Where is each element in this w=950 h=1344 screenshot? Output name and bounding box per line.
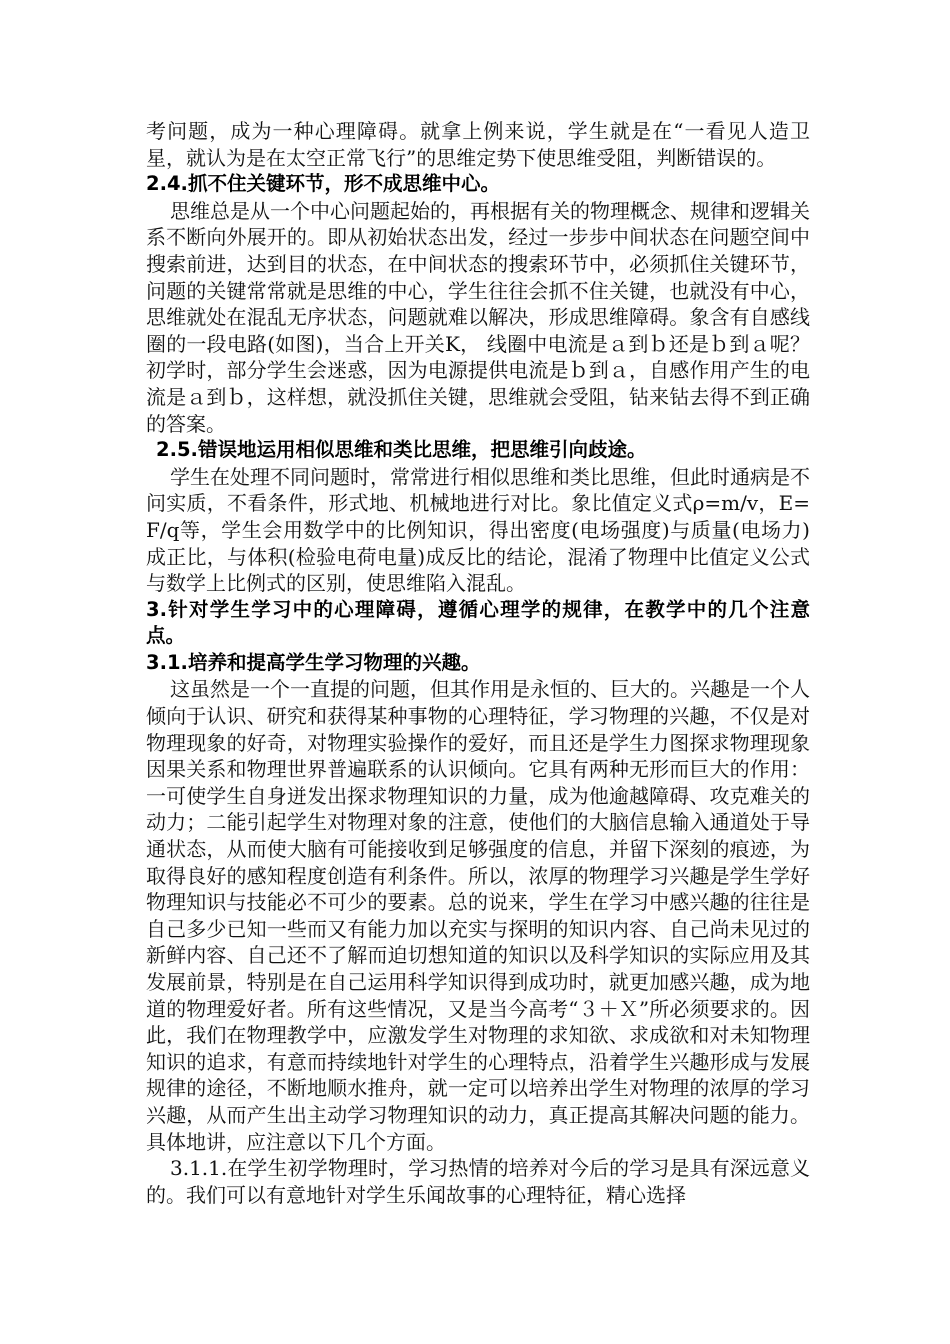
paragraph-3-1-1: 3.1.1.在学生初学物理时，学习热情的培养对今后的学习是具有深远意义的。我们可以有意地针对学生乐闻故事的心理特征，精心选择	[146, 1156, 810, 1207]
heading-3: 3.针对学生学习中的心理障碍，遵循心理学的规律，在教学中的几个注意点。	[146, 597, 810, 648]
paragraph-continuation: 考问题，成为一种心理障碍。就拿上例来说，学生就是在“一看见人造卫星，就认为是在太空正常飞行”的思维定势下使思维受阻，判断错误的。	[146, 119, 810, 170]
heading-2-4: 2.4.抓不住关键环节，形不成思维中心。	[146, 172, 500, 196]
paragraph-2-4-body: 思维总是从一个中心问题起始的，再根据有关的物理概念、规律和逻辑关系不断向外展开的。即从初始状态出发，经过一步步中间状态在问题空间中搜索前进，达到目的状态，在中间状态的搜索环节中，必须抓住关键环节，问题的关键常常就是思维的中心，学生往往会抓不住关键，也就没有中心，思维就处在混乱无序状态，问题就难以解决，形成思维障碍。象含有自感线圈的一段电路(如图)，当合上开关K， 线圈中电流是ａ到ｂ还是ｂ到ａ呢？初学时，部分学生会迷惑，因为电源提供电流是ｂ到ａ，自感作用产生的电流是ａ到ｂ，这样想，就没抓住关键，思维就会受阻，钻来钻去得不到正确的答案。	[146, 198, 810, 436]
document-page	[146, 118, 810, 1208]
heading-3-1: 3.1.培养和提高学生学习物理的兴趣。	[146, 650, 481, 674]
paragraph-2-5-body: 学生在处理不同问题时，常常进行相似思维和类比思维，但此时通病是不问实质，不看条件，形式地、机械地进行对比。象比值定义式ρ=m/v，E=F/q等，学生会用数学中的比例知识，得出密度(电场强度)与质量(电场力)成正比，与体积(检验电荷电量)成反比的结论，混淆了物理中比值定义公式与数学上比例式的区别，使思维陷入混乱。	[146, 464, 810, 596]
paragraph-3-1-body: 这虽然是一个一直提的问题，但其作用是永恒的、巨大的。兴趣是一个人倾向于认识、研究和获得某种事物的心理特征，学习物理的兴趣，不仅是对物理现象的好奇，对物理实验操作的爱好，而且还是学生力图探求物理现象因果关系和物理世界普遍联系的认识倾向。它具有两种无形而巨大的作用：一可使学生自身迸发出探求物理知识的力量，成为他逾越障碍、攻克难关的动力；二能引起学生对物理对象的注意，使他们的大脑信息输入通道处于导通状态，从而使大脑有可能接收到足够强度的信息，并留下深刻的痕迹，为取得良好的感知程度创造有利条件。所以，浓厚的物理学习兴趣是学生学好物理知识与技能必不可少的要素。总的说来，学生在学习中感兴趣的往往是自己多少已知一些而又有能力加以充实与探明的知识内容、自己尚未见过的新鲜内容、自己还不了解而迫切想知道的知识以及科学知识的实际应用及其发展前景，特别是在自己运用科学知识得到成功时，就更加感兴趣，成为地道的物理爱好者。所有这些情况，又是当今高考“３＋Ｘ”所必须要求的。因此，我们在物理教学中，应激发学生对物理的求知欲、求成欲和对未知物理知识的追求，有意而持续地针对学生的心理特点，沿着学生兴趣形成与发展规律的途径，不断地顺水推舟，就一定可以培养出学生对物理的浓厚的学习兴趣，从而产生出主动学习物理知识的动力，真正提高其解决问题的能力。具体地讲，应注意以下几个方面。	[146, 677, 810, 1154]
heading-2-5: 2.5.错误地运用相似思维和类比思维，把思维引向歧途。	[156, 438, 647, 462]
